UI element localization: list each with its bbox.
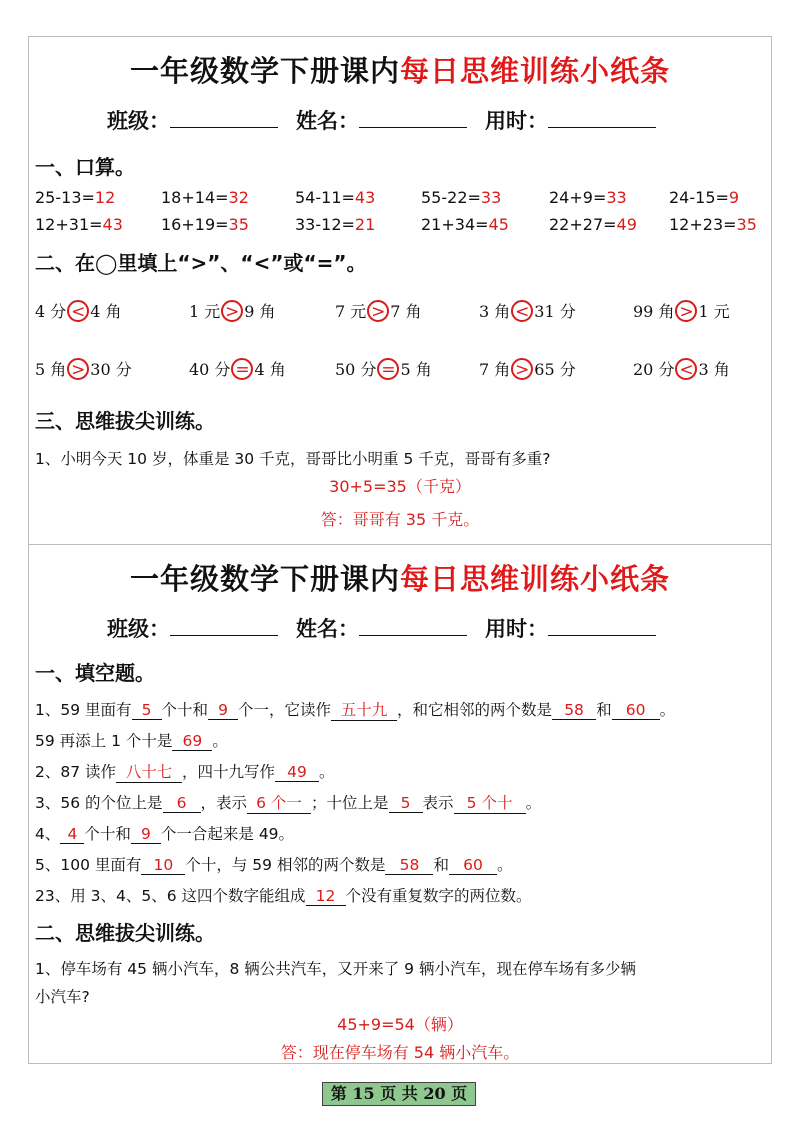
compare-item: [35, 357, 132, 380]
compare-right: 9 角: [244, 302, 276, 321]
answer-blank: 5: [389, 794, 423, 813]
compare-item: [35, 299, 122, 322]
compare-right: 3 角: [698, 360, 730, 379]
compare-left: 50 分: [335, 360, 377, 379]
compare-right: 30 分: [90, 360, 132, 379]
calc-item: [549, 215, 637, 234]
worksheet-2: [28, 544, 772, 1064]
calc-item: [295, 188, 375, 207]
time-label: 用时：: [485, 109, 548, 133]
answer-blank: 五十九: [331, 698, 397, 721]
compare-left: 7 角: [479, 360, 511, 379]
compare-item: [633, 357, 730, 380]
question-text: 1、小明今天 10 岁，体重是 30 千克，哥哥比小明重 5 千克，哥哥有多重?: [35, 450, 551, 468]
section-heading: 二、在◯里填上“>”、“<”或“=”。: [35, 251, 367, 275]
section-heading: 二、思维拔尖训练。: [35, 921, 215, 945]
fill-line-6: 5、100 里面有 10 个十，与 59 相邻的两个数是 58 和 60 。: [35, 856, 513, 874]
compare-circle-answer: =: [377, 358, 399, 380]
compare-right: 5 角: [400, 360, 432, 379]
worksheet-title: [29, 557, 771, 598]
compare-circle-answer: =: [231, 358, 253, 380]
compare-circle-answer: <: [675, 358, 697, 380]
answer-blank: 6: [163, 794, 201, 813]
answer-blank: 49: [275, 763, 319, 782]
compare-item: [479, 299, 576, 322]
compare-circle-answer: >: [511, 358, 533, 380]
calc-answer: 49: [616, 215, 637, 234]
calc-answer: 35: [228, 215, 249, 234]
answer-blank: 5 个十: [454, 791, 526, 814]
fill-line-4: 3、56 的个位上是 6 ，表示 6 个一 ；十位上是 5 表示 5 个十 。: [35, 791, 541, 814]
compare-left: 7 元: [335, 302, 367, 321]
fill-line-2: 59 再添上 1 个十是 69 。: [35, 732, 228, 750]
section-heading: 一、填空题。: [35, 661, 155, 685]
compare-left: 1 元: [189, 302, 221, 321]
compare-item: [335, 299, 422, 322]
time-label: 用时：: [485, 617, 548, 641]
name-label: 姓名：: [296, 109, 359, 133]
compare-right: 1 元: [698, 302, 730, 321]
answer-blank: 60: [449, 856, 497, 875]
calc-question: 55-22=: [421, 188, 481, 207]
section-heading: 三、思维拔尖训练。: [35, 409, 215, 433]
calc-question: 21+34=: [421, 215, 489, 234]
answer-blank: 60: [612, 701, 660, 720]
calc-item: [421, 188, 501, 207]
compare-left: 5 角: [35, 360, 67, 379]
fill-line-1: 1、59 里面有 5 个十和 9 个一，它读作 五十九 ，和它相邻的两个数是 58 和 60 。: [35, 698, 675, 721]
calc-question: 24-15=: [669, 188, 729, 207]
compare-right: 7 角: [390, 302, 422, 321]
title-black-part: 一年级数学下册课内: [129, 562, 400, 596]
time-blank: [548, 109, 656, 128]
worksheet-title: [29, 49, 771, 90]
class-blank: [170, 617, 278, 636]
answer-blank: 69: [172, 732, 212, 751]
compare-right: 65 分: [534, 360, 576, 379]
page-number-badge: 第 15 页 共 20 页: [322, 1082, 476, 1106]
compare-circle-answer: >: [67, 358, 89, 380]
calc-item: [295, 215, 375, 234]
answer-calc: 30+5=35（千克）: [329, 477, 471, 496]
compare-right: 4 角: [254, 360, 286, 379]
calc-question: 25-13=: [35, 188, 95, 207]
calc-question: 12+31=: [35, 215, 103, 234]
compare-item: [479, 357, 576, 380]
calc-answer: 43: [354, 188, 376, 207]
calc-answer: 9: [728, 188, 740, 207]
answer-blank: 6 个一: [247, 791, 311, 814]
time-blank: [548, 617, 656, 636]
answer-text: 答：现在停车场有 54 辆小汽车。: [280, 1043, 520, 1062]
title-red-part: 每日思维训练小纸条: [400, 54, 671, 88]
calc-question: 18+14=: [161, 188, 229, 207]
class-label: 班级：: [107, 109, 170, 133]
fill-line-3: 2、87 读作 八十七 ，四十九写作 49 。: [35, 760, 335, 783]
info-row: [107, 105, 674, 135]
calc-answer: 33: [606, 188, 627, 207]
compare-item: [335, 357, 432, 380]
compare-left: 99 角: [633, 302, 675, 321]
calc-answer: 12: [94, 188, 116, 207]
question-text-cont: 小汽车?: [35, 988, 90, 1006]
answer-calc: 45+9=54（辆）: [337, 1015, 463, 1034]
fill-line-5: 4、 4 个十和 9 个一合起来是 49。: [35, 825, 295, 843]
answer-blank: 4: [60, 825, 84, 844]
answer-blank: 5: [132, 701, 162, 720]
title-black-part: 一年级数学下册课内: [129, 54, 400, 88]
class-label: 班级：: [107, 617, 170, 641]
calc-answer: 35: [736, 215, 757, 234]
compare-left: 40 分: [189, 360, 231, 379]
info-row: [107, 613, 674, 643]
calc-answer: 33: [480, 188, 502, 207]
calc-item: [549, 188, 627, 207]
answer-blank: 八十七: [116, 760, 182, 783]
compare-circle-answer: >: [221, 300, 243, 322]
calc-question: 12+23=: [669, 215, 737, 234]
answer-blank: 9: [208, 701, 238, 720]
compare-circle-answer: >: [675, 300, 697, 322]
compare-item: [189, 299, 276, 322]
answer-blank: 58: [385, 856, 433, 875]
compare-circle-answer: <: [511, 300, 533, 322]
calc-item: [161, 188, 249, 207]
calc-item: [421, 215, 509, 234]
calc-item: [35, 215, 123, 234]
compare-right: 4 角: [90, 302, 122, 321]
section-heading: 一、口算。: [35, 155, 135, 179]
calc-item: [35, 188, 115, 207]
answer-blank: 9: [131, 825, 161, 844]
answer-blank: 58: [552, 701, 596, 720]
calc-answer: 21: [354, 215, 376, 234]
calc-question: 22+27=: [549, 215, 617, 234]
name-blank: [359, 617, 467, 636]
calc-answer: 43: [102, 215, 123, 234]
compare-item: [189, 357, 286, 380]
calc-question: 33-12=: [295, 215, 355, 234]
calc-item: [669, 188, 739, 207]
question-text: 1、停车场有 45 辆小汽车，8 辆公共汽车，又开来了 9 辆小汽车，现在停车场有多少辆: [35, 960, 636, 978]
name-label: 姓名：: [296, 617, 359, 641]
calc-item: [669, 215, 757, 234]
calc-answer: 32: [228, 188, 249, 207]
compare-item: [633, 299, 730, 322]
compare-left: 4 分: [35, 302, 67, 321]
calc-question: 24+9=: [549, 188, 607, 207]
calc-item: [161, 215, 249, 234]
compare-circle-answer: <: [67, 300, 89, 322]
answer-text: 答：哥哥有 35 千克。: [320, 510, 480, 529]
compare-right: 31 分: [534, 302, 576, 321]
title-red-part: 每日思维训练小纸条: [400, 562, 671, 596]
compare-left: 3 角: [479, 302, 511, 321]
name-blank: [359, 109, 467, 128]
calc-answer: 45: [488, 215, 509, 234]
compare-left: 20 分: [633, 360, 675, 379]
calc-question: 16+19=: [161, 215, 229, 234]
answer-blank: 12: [306, 887, 346, 906]
answer-blank: 10: [141, 856, 185, 875]
compare-circle-answer: >: [367, 300, 389, 322]
calc-question: 54-11=: [295, 188, 355, 207]
fill-line-7: 23、用 3、4、5、6 这四个数字能组成 12 个没有重复数字的两位数。: [35, 887, 532, 905]
worksheet-1: [28, 36, 772, 544]
class-blank: [170, 109, 278, 128]
